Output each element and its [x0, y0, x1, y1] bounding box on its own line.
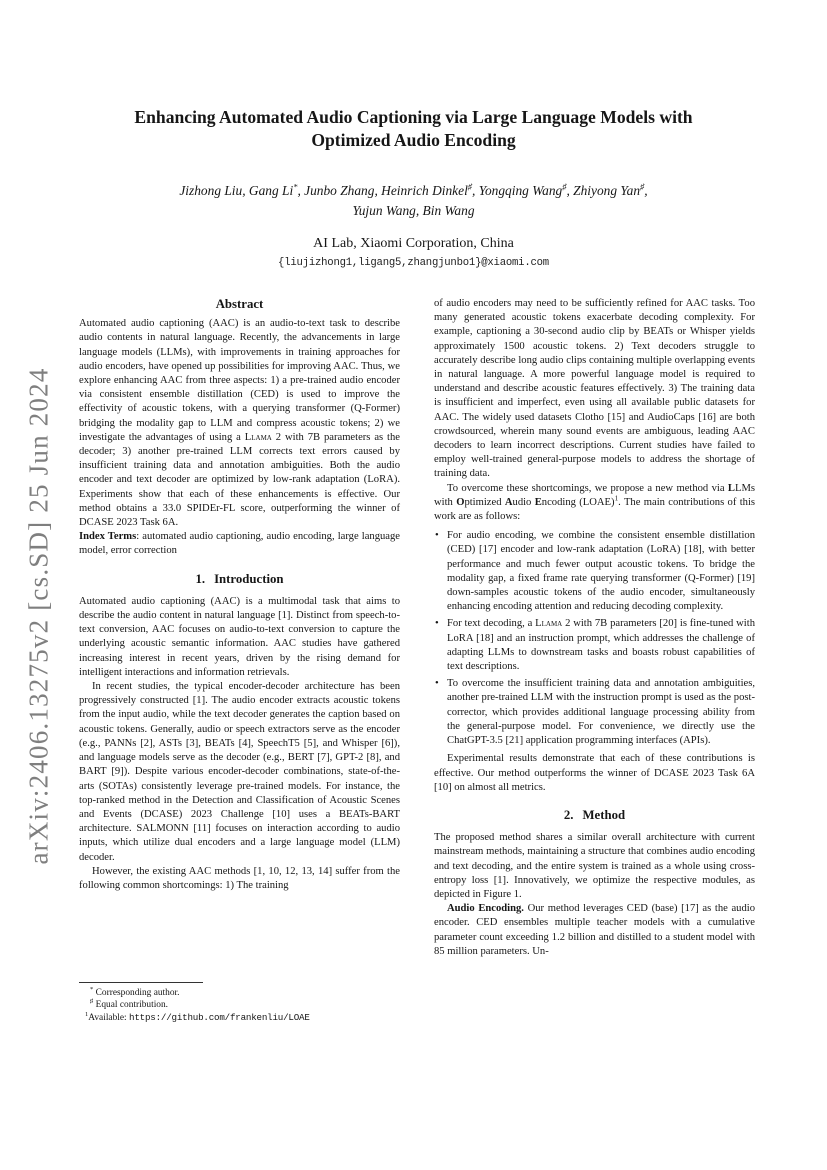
footnote-symbol-asterisk: * [90, 985, 94, 993]
bullet-item-text-decoding [434, 617, 755, 674]
contributions-bullet-list [434, 529, 755, 748]
experimental-results-paragraph: Experimental results demonstrate that each of these contributions is effective. Our method outperforms the winner of DCASE 2023 Task 6A [10] on almost all metrics. [434, 753, 755, 793]
llama-smallcaps: Llama [244, 431, 272, 443]
author-superscript-sharp: ♯ [467, 181, 473, 192]
authors-line-1 [0, 181, 827, 201]
bullet-marker: • [435, 618, 439, 630]
github-repo-link[interactable]: https://github.com/frankenliu/LOAE [129, 1011, 310, 1023]
body-text: ncoding (LOAE) [541, 496, 615, 508]
right-column [434, 297, 755, 959]
author-names: , Zhiyong Yan [566, 183, 641, 198]
bullet-marker: • [435, 678, 439, 690]
author-superscript-sharp: ♯ [640, 181, 645, 192]
method-paragraph-1: The proposed method shares a similar overall architecture with current mainstream methods, maintaining a structure that combines audio encoding and text decoding, and the entire system is trained as a whole using cross-entropy loss [1]. Innovatively, we optimize the respective modules, as depicted in Figure 1. [434, 832, 755, 900]
author-superscript-sharp: ♯ [562, 181, 567, 192]
title-line-2: Optimized Audio Encoding [311, 130, 516, 150]
author-names: , Junbo Zhang, Heinrich Dinkel [297, 183, 468, 198]
body-text: To overcome these shortcomings, we propose a new method via [447, 482, 728, 494]
arxiv-watermark: arXiv:2406.13275v2 [cs.SD] 25 Jun 2024 [23, 367, 54, 865]
bullet-text: For audio encoding, we combine the consistent ensemble distillation (CED) [17] encoder and low-rank adaptation (LoRA) [18], with better performance and much fewer output acoustic tokens. To bridge the modality gap, a fixed frame rate querying transformer (Q-Former) [19] down-samples acoustic tokens of the audio encoder, simultaneously enhancing encoding attention and reducing decoding complexity. [447, 530, 755, 613]
footnote-number: 1 [85, 1010, 89, 1018]
footnote-text: Available: [88, 1012, 129, 1023]
title-line-1: Enhancing Automated Audio Captioning via Large Language Models with [134, 107, 693, 127]
footnote-symbol-sharp: ♯ [90, 997, 94, 1005]
authors-block [0, 181, 827, 220]
intro-paragraph-1: Automated audio captioning (AAC) is a multimodal task that aims to describe the audio content in natural language [1]. Distinct from speech-to-text conversion, AAC focuses on audio-to-text conversion to capture the underlying acoustic semantic information. AAC studies have gathered increasing interest in recent years, driven by the rising demand for intelligent interactions and information retrievals. [79, 595, 400, 678]
author-superscript-asterisk: * [293, 181, 298, 192]
shortcomings-continuation-paragraph: of audio encoders may need to be sufficiently refined for AAC tasks. Too many generated acoustic tokens exacerbate decoding complexity. For example, captioning a 30-second audio clip by BEATs or Whisper yields approximately 1500 acoustic tokens. 2) Text decoders struggle to accurately describe long audio clips containing multiple overlapping events in natural language. A more powerful language model is required to understand and describe acoustic features effectively. 3) The training data is insufficient and imperfect, even using all available public datasets for AAC. The widely used datasets Clotho [15] and AudioCaps [16] are both crowdsourced, wherein many sound events are ambiguous, leading AAC decoders to learn incorrect descriptions. Current studies have failed to employ well-trained general-purpose models to address the shortage of training data. [434, 298, 755, 480]
body-text: udio [512, 496, 535, 508]
audio-encoding-run-in-heading: Audio Encoding. [447, 903, 524, 915]
authors-line-2: Yujun Wang, Bin Wang [352, 202, 475, 218]
bullet-item-post-corrector [434, 677, 755, 748]
footnote-rule [79, 982, 203, 983]
affiliation: AI Lab, Xiaomi Corporation, China [313, 236, 514, 251]
index-terms-label: Index Terms [79, 531, 137, 543]
section-number: 1. [195, 571, 206, 586]
author-names: Jizhong Liu, Gang Li [179, 183, 294, 198]
acronym-letter-L: L [727, 482, 735, 494]
section-heading-method [434, 808, 755, 822]
abstract-paragraph [79, 317, 400, 530]
acronym-letter-O: O [456, 496, 465, 508]
intro-paragraph-2: In recent studies, the typical encoder-decoder architecture has been progressively constructed [1]. The audio encoder extracts acoustic tokens from the input audio, while the text decoder generates the caption based on acoustic tokens. Generally, audio or speech extractors serve as the encoder (e.g., PANNs [2], ASTs [3], BEATs [4], SpeechT5 [5], and Whisper [6]), and language models serve as the decoder (e.g., BERT [7], GPT-2 [8], and BART [9]). Despite various encoder-decoder combinations, state-of-the-arts (SOTAs) consistently leverage pre-trained models. For instance, the top-ranked method in the Detection and Classification of Acoustic Scenes and Events (DCASE) 2023 Challenge [10] uses a BEATs-BART architecture. SALMONN [11] focuses on interaction according to audio inputs, which utilize dual encoders and a large language model (LLM) decoder. [79, 681, 400, 863]
acronym-letter-E: E [534, 496, 542, 508]
footnotes [79, 982, 400, 1024]
author-emails: {liujizhong1,ligang5,zhangjunbo1}@xiaomi.com [278, 257, 549, 269]
section-title: Introduction [214, 571, 284, 586]
section-number: 2. [563, 807, 574, 822]
bullet-marker: • [435, 530, 439, 542]
abstract-text: Automated audio captioning (AAC) is an audio-to-text task to describe audio contents in natural language. Recently, the advancements in large language models (LLMs), with improvements in training approaches for audio encoders, have opened up possibilities for improving AAC. Thus, we explore enhancing AAC from three aspects: 1) a pre-trained audio encoder via consistent ensemble distillation (CED) is used to improve the effectivity of acoustic tokens, with a querying transformer (Q-Former) bridging the modality gap to LLM and compress acoustic tokens; 2) we investigate the advantages of using a [79, 318, 400, 443]
bullet-text: For text decoding, a [447, 618, 536, 630]
author-names: , Yongqing Wang [472, 183, 563, 198]
bullet-text: 2 with 7B parameters [20] is fine-tuned with LoRA [18] and an instruction prompt, which addresses the challenge of adapting LLMs to downstream tasks and boasts robust capabilities of text descriptions. [447, 618, 755, 673]
footnote-text: Corresponding author. [93, 988, 180, 998]
index-terms [79, 530, 400, 558]
bullet-item-audio-encoding [434, 529, 755, 614]
bullet-text: To overcome the insufficient training data and annotation ambiguities, another pre-trained LLM with the instruction prompt is used as the post-corrector, which provides additional language processing ability from the general-purpose model. For convenience, we directly use the ChatGPT-3.5 [21] application programming interfaces (APIs). [447, 678, 755, 747]
footnote-text: Equal contribution. [93, 999, 169, 1010]
footnote-equal-contribution [79, 997, 400, 1012]
abstract-text: 2 with 7B parameters as the decoder; 3) another pre-trained LLM corrects text errors caused by insufficient training data and annotation ambiguities. Both the audio encoder and text decoder are optimized by low-rank adaptation (LoRA). Experiments show that each of these enhancements is effective. Our method obtains a 33.0 SPIDEr-FL score, outperforming the winner of DCASE 2023 Task 6A. [79, 431, 400, 529]
header [0, 106, 827, 269]
footnote-code-availability [79, 1012, 400, 1025]
llama-smallcaps: Llama [535, 618, 563, 630]
author-names: , [644, 183, 648, 198]
acronym-letter-A: A [504, 496, 513, 508]
body-text: . The main contributions of this work are as follows: [434, 496, 756, 523]
body-text: Our method leverages CED (base) [17] as the audio encoder. CED ensembles multiple teacher models with a cumulative parameter count exceeding 1.2 billion and distilled to a student model with 85 million parameters. Un- [434, 903, 755, 957]
contributions-intro-paragraph [434, 482, 755, 525]
footnote-reference-1: 1 [614, 494, 619, 503]
page-title [0, 106, 827, 152]
intro-paragraph-3: However, the existing AAC methods [1, 10, 12, 13, 14] suffer from the following common shortcomings: 1) The training [79, 865, 400, 891]
abstract-heading: Abstract [215, 297, 264, 311]
section-title: Method [582, 807, 626, 822]
section-heading-introduction [79, 572, 400, 586]
method-paragraph-audio-encoding [434, 902, 755, 959]
index-terms-list: : automated audio captioning, audio encoding, large language model, error correction [79, 531, 400, 557]
footnote-corresponding-author [79, 985, 400, 1000]
body-text: ptimized [464, 496, 505, 508]
left-column [79, 297, 400, 893]
body-text: LMs with [434, 482, 755, 508]
